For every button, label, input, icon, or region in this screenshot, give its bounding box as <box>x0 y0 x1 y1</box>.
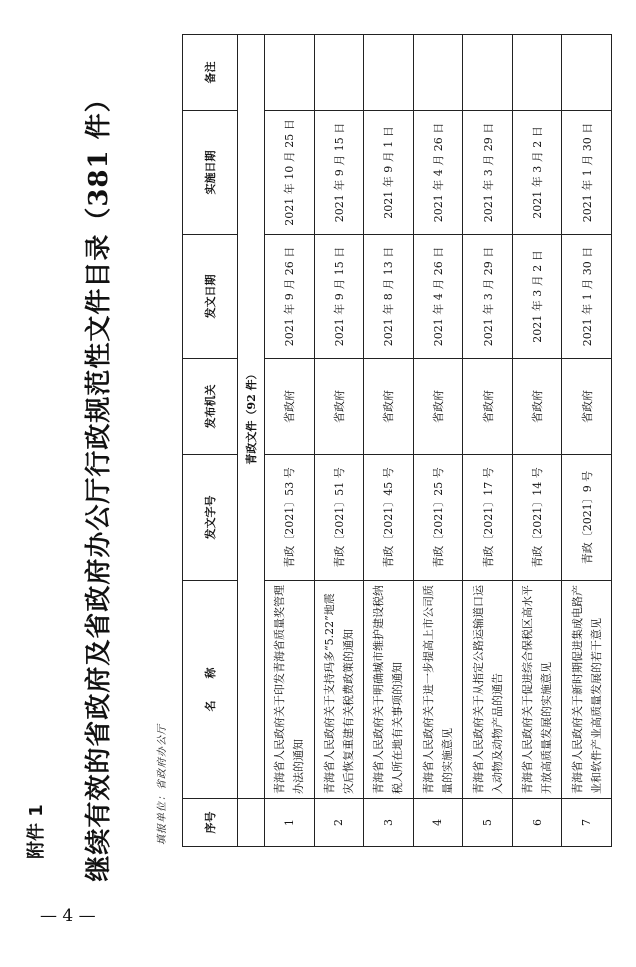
cell-effective-date: 2021 年 10 月 25 日 <box>265 111 315 235</box>
table-row <box>562 35 612 847</box>
cell-issue-date: 2021 年 9 月 15 日 <box>314 235 364 359</box>
section-label: 青政文件（92 件） <box>238 35 265 799</box>
cell-doc-no: 青政〔2021〕45 号 <box>364 455 414 581</box>
cell-remark <box>463 35 513 111</box>
cell-issue-date: 2021 年 3 月 29 日 <box>463 235 513 359</box>
cell-name: 青海省人民政府关于印发青海省质量奖管理办法的通知 <box>265 581 315 799</box>
cell-issuer: 省政府 <box>463 359 513 455</box>
header-issuer: 发布机关 <box>183 359 238 455</box>
cell-remark <box>314 35 364 111</box>
fill-unit-label: 填报单位：省政府办公厅 <box>157 724 168 845</box>
cell-effective-date: 2021 年 3 月 2 日 <box>512 111 562 235</box>
cell-name: 青海省人民政府关于明确城市维护建设税纳税人所在地有关事项的通知 <box>364 581 414 799</box>
table-row <box>314 35 364 847</box>
table-row <box>463 35 513 847</box>
cell-issuer: 省政府 <box>512 359 562 455</box>
regulations-table <box>182 34 612 847</box>
header-doc-no: 发文字号 <box>183 455 238 581</box>
cell-seq: 5 <box>463 799 513 847</box>
cell-remark <box>512 35 562 111</box>
cell-effective-date: 2021 年 9 月 15 日 <box>314 111 364 235</box>
cell-seq: 7 <box>562 799 612 847</box>
cell-doc-no: 青政〔2021〕51 号 <box>314 455 364 581</box>
cell-effective-date: 2021 年 9 月 1 日 <box>364 111 414 235</box>
attachment-label: 附件 1 <box>26 804 47 859</box>
cell-issuer: 省政府 <box>562 359 612 455</box>
header-remark: 备注 <box>183 35 238 111</box>
cell-seq: 6 <box>512 799 562 847</box>
table-header-row <box>183 35 238 847</box>
cell-issuer: 省政府 <box>314 359 364 455</box>
cell-remark <box>364 35 414 111</box>
cell-remark <box>562 35 612 111</box>
cell-name: 青海省人民政府关于新时期促进集成电路产业和软件产业高质量发展的若干意见 <box>562 581 612 799</box>
cell-issue-date: 2021 年 9 月 26 日 <box>265 235 315 359</box>
page-number: — 4 — <box>40 906 96 926</box>
cell-remark <box>265 35 315 111</box>
header-effective-date: 实施日期 <box>183 111 238 235</box>
cell-doc-no: 青政〔2021〕14 号 <box>512 455 562 581</box>
cell-issue-date: 2021 年 4 月 26 日 <box>413 235 463 359</box>
document-title: 继续有效的省政府及省政府办公厅行政规范性文件目录（381 件） <box>84 85 114 882</box>
cell-doc-no: 青政〔2021〕9 号 <box>562 455 612 581</box>
cell-seq: 1 <box>265 799 315 847</box>
table-row <box>364 35 414 847</box>
cell-name: 青海省人民政府关于支持玛多“5.22”地震灾后恢复重建有关税费政策的通知 <box>314 581 364 799</box>
table-row <box>413 35 463 847</box>
cell-effective-date: 2021 年 3 月 29 日 <box>463 111 513 235</box>
section-empty-cell <box>238 799 265 847</box>
header-issue-date: 发文日期 <box>183 235 238 359</box>
cell-seq: 2 <box>314 799 364 847</box>
cell-name: 青海省人民政府关于从指定公路运输道口运入动物及动物产品的通告 <box>463 581 513 799</box>
table-row <box>512 35 562 847</box>
section-row <box>238 35 265 847</box>
cell-doc-no: 青政〔2021〕53 号 <box>265 455 315 581</box>
cell-issue-date: 2021 年 1 月 30 日 <box>562 235 612 359</box>
cell-issuer: 省政府 <box>364 359 414 455</box>
cell-issue-date: 2021 年 3 月 2 日 <box>512 235 562 359</box>
header-name: 名 称 <box>183 581 238 799</box>
cell-seq: 4 <box>413 799 463 847</box>
cell-issue-date: 2021 年 8 月 13 日 <box>364 235 414 359</box>
cell-name: 青海省人民政府关于促进综合保税区高水平开放高质量发展的实施意见 <box>512 581 562 799</box>
cell-remark <box>413 35 463 111</box>
cell-doc-no: 青政〔2021〕17 号 <box>463 455 513 581</box>
cell-name: 青海省人民政府关于进一步提高上市公司质量的实施意见 <box>413 581 463 799</box>
header-seq: 序号 <box>183 799 238 847</box>
cell-effective-date: 2021 年 4 月 26 日 <box>413 111 463 235</box>
cell-doc-no: 青政〔2021〕25 号 <box>413 455 463 581</box>
cell-effective-date: 2021 年 1 月 30 日 <box>562 111 612 235</box>
cell-seq: 3 <box>364 799 414 847</box>
table-row <box>265 35 315 847</box>
cell-issuer: 省政府 <box>413 359 463 455</box>
cell-issuer: 省政府 <box>265 359 315 455</box>
